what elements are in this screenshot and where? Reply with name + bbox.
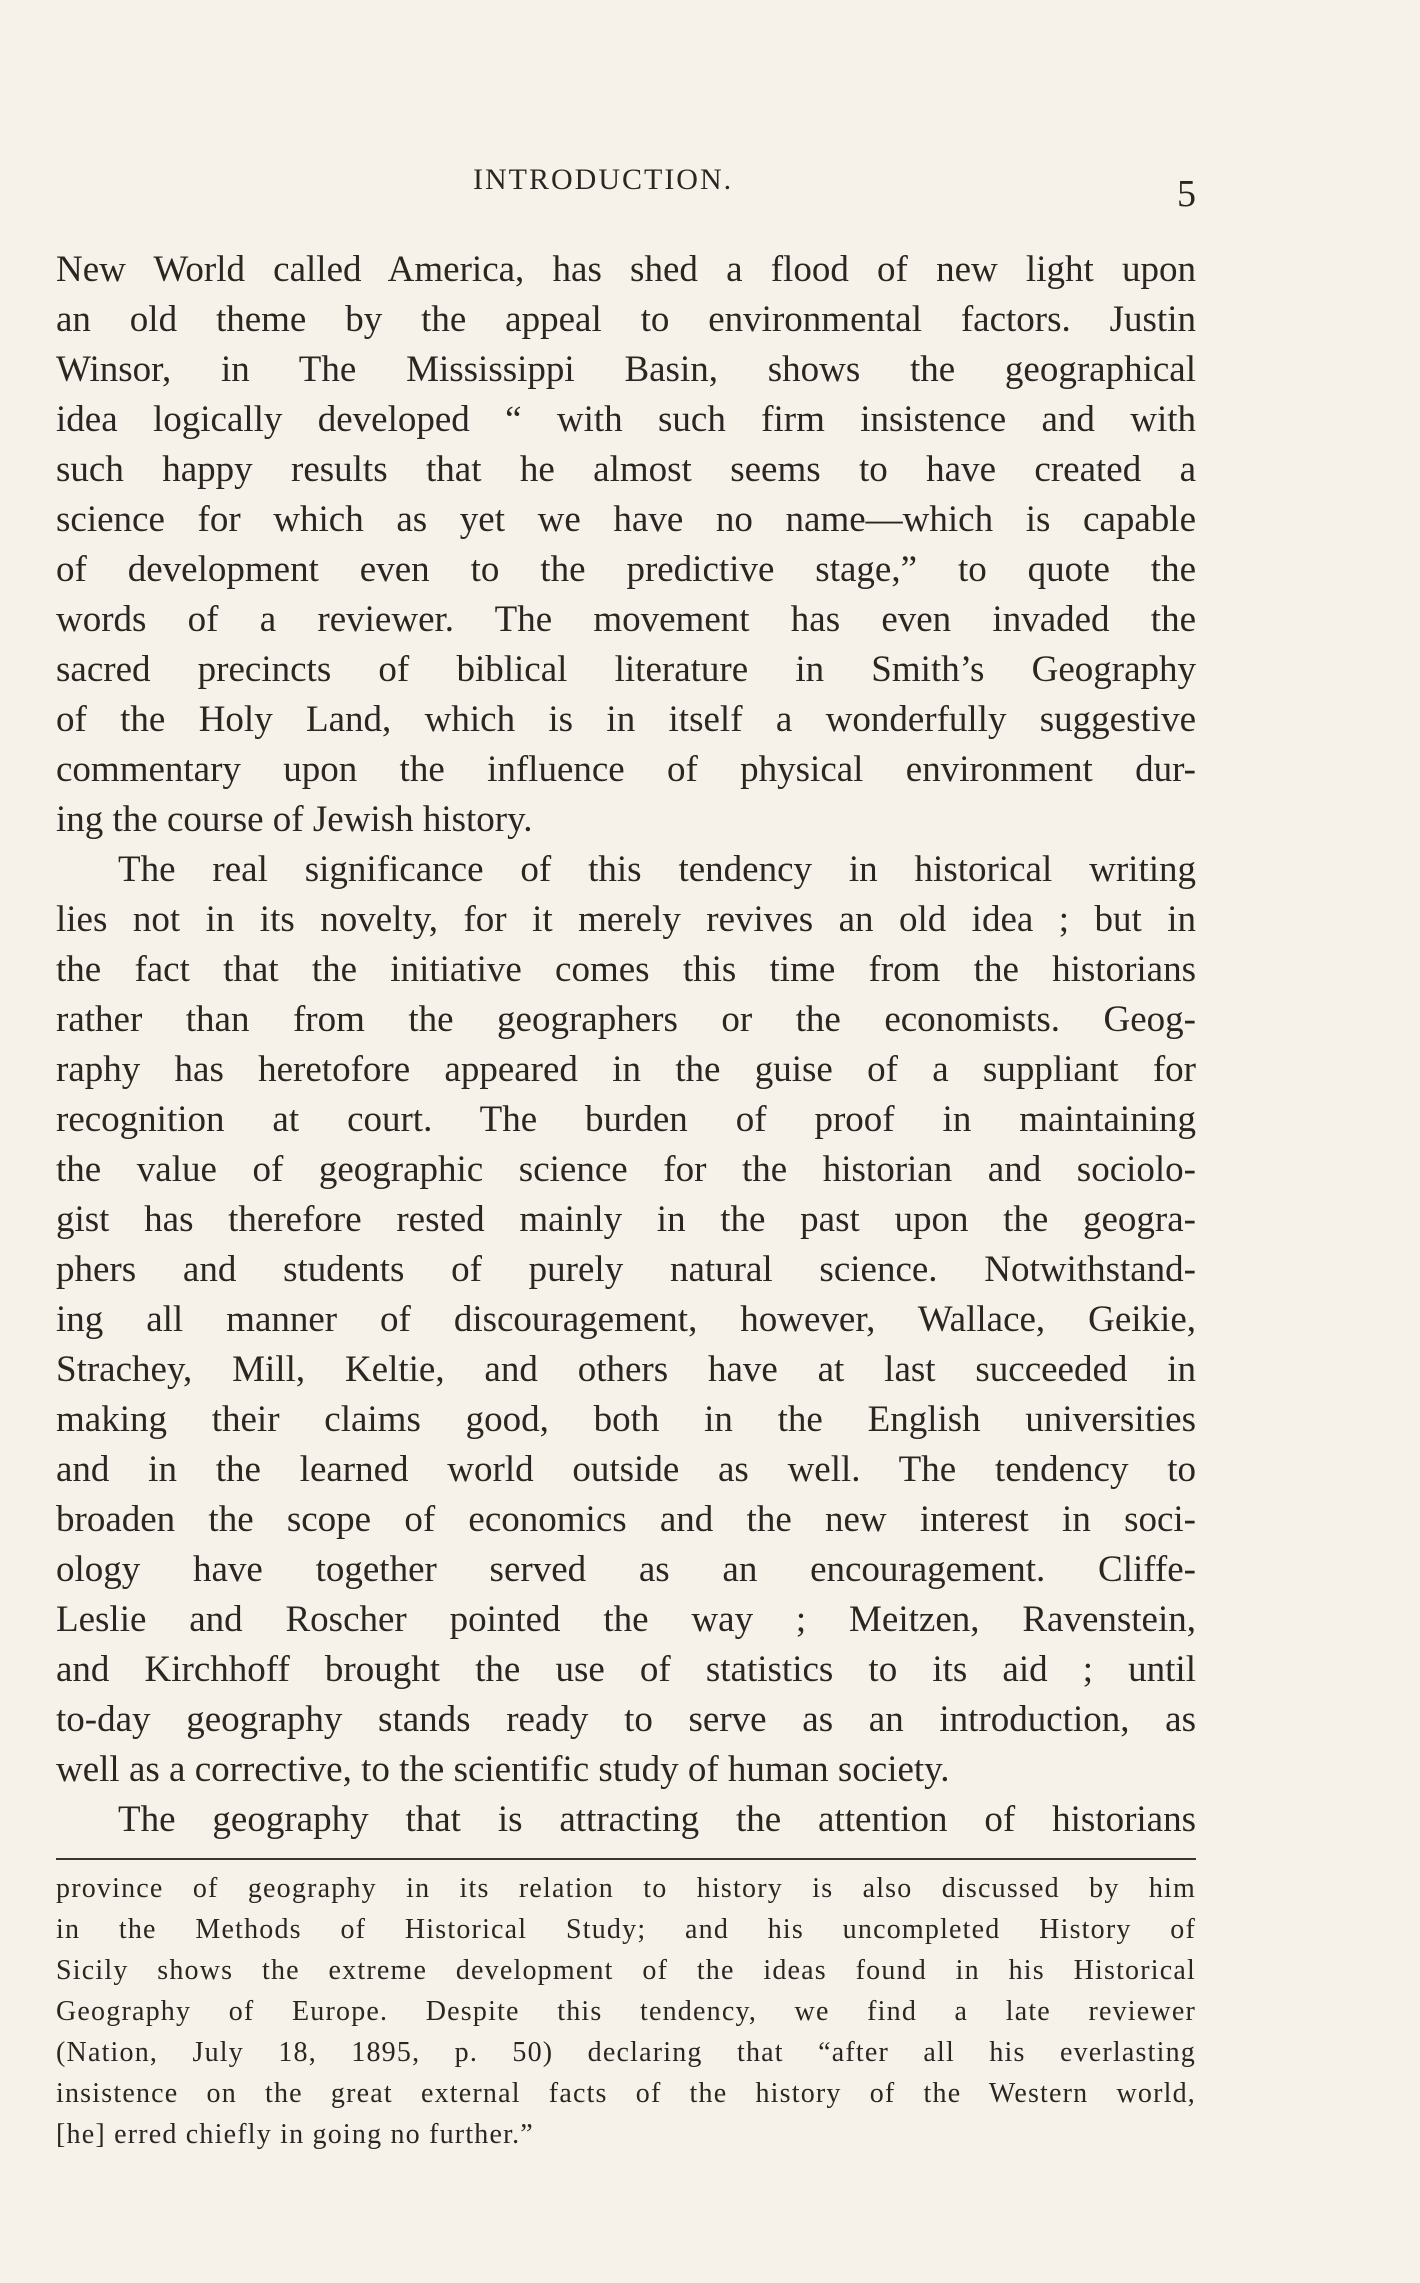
- footnote-line: province of geography in its relation to history is also discussed by him: [56, 1873, 1196, 1904]
- running-head: INTRODUCTION.: [473, 163, 734, 196]
- body-line: ing the course of Jewish history.: [56, 799, 533, 840]
- body-line: ology have together served as an encouragement. Cliffe-: [56, 1549, 1196, 1590]
- body-line: of the Holy Land, which is in itself a wonderfully suggestive: [56, 699, 1196, 740]
- body-line: rather than from the geographers or the economists. Geog-: [56, 999, 1196, 1040]
- body-line: phers and students of purely natural science. Notwithstand-: [56, 1249, 1196, 1290]
- body-line: well as a corrective, to the scientific study of human society.: [56, 1749, 950, 1790]
- body-line: making their claims good, both in the English universities: [56, 1399, 1196, 1440]
- body-line: the fact that the initiative comes this time from the historians: [56, 949, 1196, 990]
- footnote-line: in the Methods of Historical Study; and his uncompleted History of: [56, 1914, 1196, 1945]
- body-line: idea logically developed “ with such firm insistence and with: [56, 399, 1196, 440]
- body-line: gist has therefore rested mainly in the past upon the geogra-: [56, 1199, 1196, 1240]
- body-line: Strachey, Mill, Keltie, and others have at last succeeded in: [56, 1349, 1196, 1390]
- body-line: Winsor, in The Mississippi Basin, shows the geographical: [56, 349, 1196, 390]
- footnote-divider: [56, 1858, 1196, 1860]
- body-line: The geography that is attracting the attention of historians: [118, 1799, 1196, 1840]
- body-line: of development even to the predictive stage,” to quote the: [56, 549, 1196, 590]
- body-line: commentary upon the influence of physical environment dur-: [56, 749, 1196, 790]
- body-line: ing all manner of discouragement, however, Wallace, Geikie,: [56, 1299, 1196, 1340]
- body-line: to-day geography stands ready to serve as an introduction, as: [56, 1699, 1196, 1740]
- footnote-line: [he] erred chiefly in going no further.”: [56, 2119, 534, 2150]
- body-line: and in the learned world outside as well. The tendency to: [56, 1449, 1196, 1490]
- footnote-line: insistence on the great external facts of the history of the Western world,: [56, 2078, 1196, 2109]
- body-line: Leslie and Roscher pointed the way ; Meitzen, Ravenstein,: [56, 1599, 1196, 1640]
- body-line: and Kirchhoff brought the use of statistics to its aid ; until: [56, 1649, 1196, 1690]
- body-line: an old theme by the appeal to environmental factors. Justin: [56, 299, 1196, 340]
- body-line: New World called America, has shed a flood of new light upon: [56, 249, 1196, 290]
- page-number: 5: [1177, 173, 1196, 215]
- body-line: the value of geographic science for the historian and sociolo-: [56, 1149, 1196, 1190]
- body-line: recognition at court. The burden of proof in maintaining: [56, 1099, 1196, 1140]
- body-text: [56, 245, 1196, 1845]
- body-line: such happy results that he almost seems to have created a: [56, 449, 1196, 490]
- body-line: broaden the scope of economics and the new interest in soci-: [56, 1499, 1196, 1540]
- body-line: sacred precincts of biblical literature in Smith’s Geography: [56, 649, 1196, 690]
- body-line: lies not in its novelty, for it merely revives an old idea ; but in: [56, 899, 1196, 940]
- body-line: science for which as yet we have no name—which is capable: [56, 499, 1196, 540]
- body-line: raphy has heretofore appeared in the guise of a suppliant for: [56, 1049, 1196, 1090]
- footnote: [56, 1868, 1196, 2155]
- body-line: The real significance of this tendency in historical writing: [118, 849, 1196, 890]
- footnote-line: (Nation, July 18, 1895, p. 50) declaring that “after all his everlasting: [56, 2037, 1196, 2068]
- footnote-line: Geography of Europe. Despite this tendency, we find a late reviewer: [56, 1996, 1196, 2027]
- footnote-line: Sicily shows the extreme development of the ideas found in his Historical: [56, 1955, 1196, 1986]
- body-line: words of a reviewer. The movement has even invaded the: [56, 599, 1196, 640]
